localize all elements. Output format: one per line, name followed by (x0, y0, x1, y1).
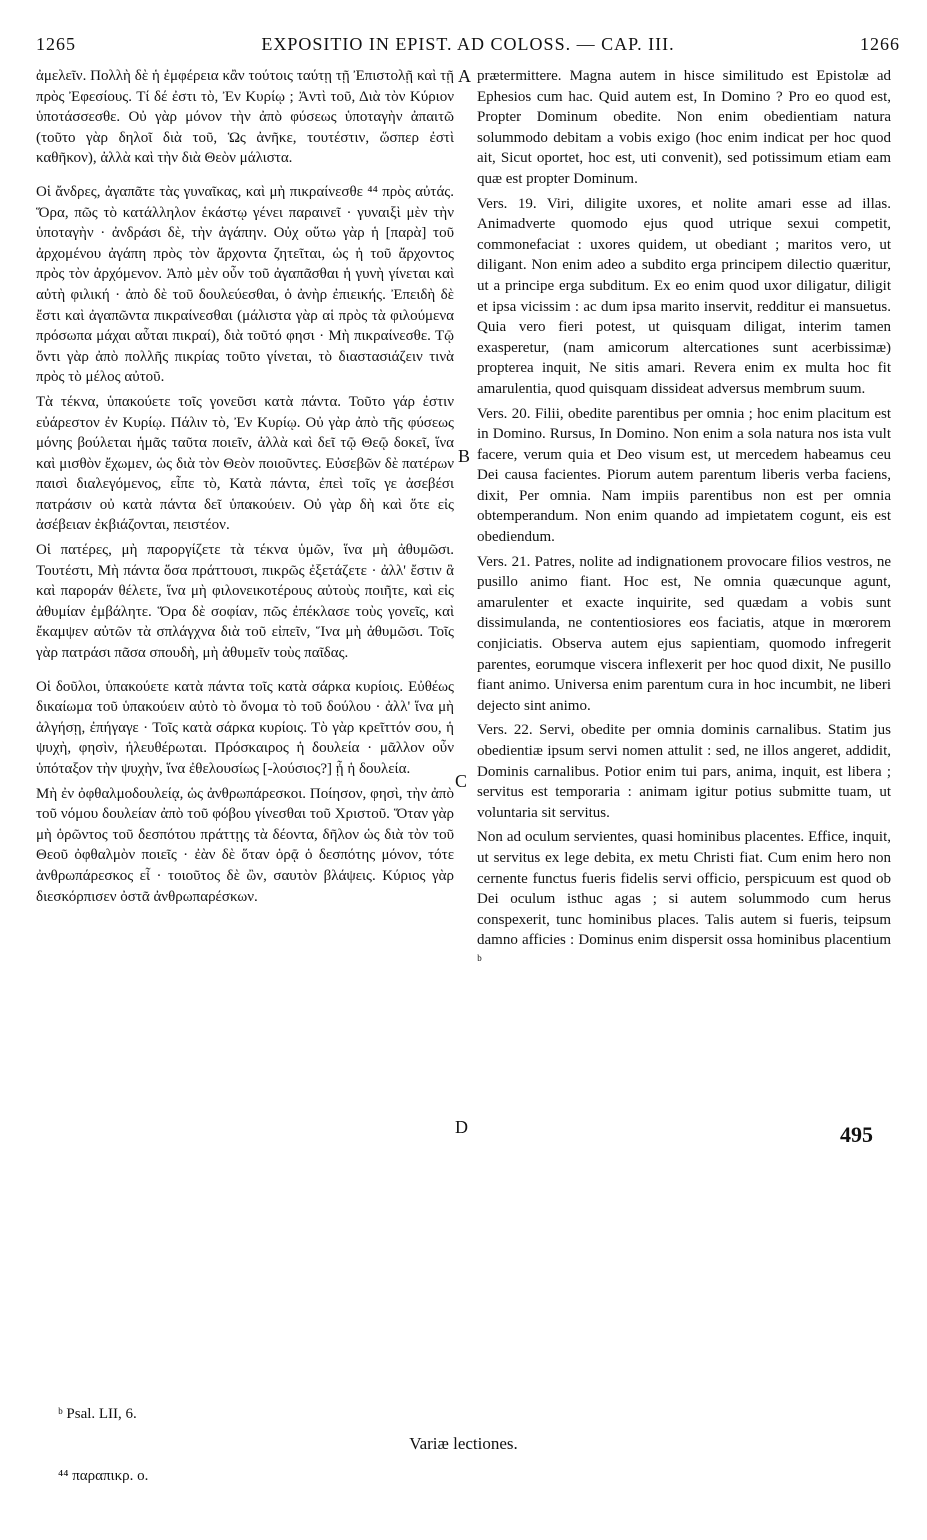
margin-letter-a: A (458, 66, 471, 86)
variant-reading: ⁴⁴ παραπικρ. ο. (58, 1468, 149, 1484)
margin-letter-c: C (455, 771, 468, 791)
greek-paragraph-4: Οἱ πατέρες, μὴ παροργίζετε τὰ τέκνα ὑμῶν, ἵνα μὴ ἀθυμῶσι. Τουτέστι, Μὴ πάντα ὅσα πράττουσι, πικρῶς ἐξετάζετε · ἀλλ' ἔστιν ἃ καὶ παροράν θέλετε, ἵνα μὴ φιλονεικοτέρους αὐτοὺς ποιῆτε, καὶ εἰς ἀθυμίαν ἐμβάλητε. Ὅρα δὲ σοφίαν, πῶς ἐπέκλασε τοὺς γονεῖς, καὶ ἔκαμψεν αὐτῶν τὰ σπλάγχνα διὰ τοῦ εἰπεῖν, Ἵνα μὴ ἀθυμῶσι. Τοῖς γὰρ πατράσι πᾶσα σπουδὴ, μὴ ἀθυμεῖν τοὺς παῖδας. (36, 542, 454, 662)
greek-paragraph-5: Οἱ δοῦλοι, ὑπακούετε κατὰ πάντα τοῖς κατὰ σάρκα κυρίοις. Εὐθέως δικαίωμα τοῦ ὑπακούειν αὐτὸ τὸ ὄνομα τὸ τοῦ δούλου · ἀλλ' ἵνα μὴ ἀλγήσῃ, ἐπήγαγε · Τοῖς κατὰ σάρκα κυρίοις. Τὸ γὰρ κρεῖττόν σου, ἡ ψυχὴ, φησὶν, ἠλευθέρωται. Πρόσκαιρος ἡ δουλεία · μᾶλλον οὖν ὑπόταξον τὴν ψυχὴν, ἵνα ἐθελουσίως [-λούσιος?] ᾖ ἡ δουλεία. (36, 678, 454, 777)
latin-paragraph-4: Vers. 21. Patres, nolite ad indignationem provocare filios vestros, ne pusillo animo fiant. Hoc est, Ne omnia quæcunque agunt, amarulenter et exacte inquirite, sed quædam a vobis sunt dissimulanda, ne contentiosiores eos faciatis, atque in mœrorem conjiciatis. Observa autem ejus sapientiam, quomodo infregerit parentes, eorumque viscera inflexerit per hoc quod dixit, Ne pusillo fiant animo. Universa enim parentum cura in hoc incumbit, ne liberi dejecto sint animo. (477, 553, 891, 714)
footnote-reference: ᵇ Psal. LII, 6. (58, 1406, 137, 1422)
page-number-left: 1265 (36, 34, 76, 54)
latin-paragraph-1: prætermittere. Magna autem in hisce similitudo est Epistolæ ad Ephesios cum hac. Quid autem est, In Domino ? Pro eo quod est, Propter Dominum obedite. Non enim obedientiam natura solummodo debitam a vobis exigo (hoc enim indicat per hoc quod ait, Sicut oportet, hoc est, uti convenit), sed potissimum etiam eam quæ est propter Dominum. (477, 68, 891, 187)
latin-paragraph-5: Vers. 22. Servi, obedite per omnia dominis carnalibus. Statim jus obedientiæ ipsum servi nomen attulit : sed, ne illos angeret, addidit, Dominis carnalibus. Potior enim tui pars, anima, inquit, est libera ; servitus est temporaria : animam igitur potius submitte tuam, ut voluntaria sit servitus. (477, 722, 891, 821)
latin-paragraph-3: Vers. 20. Filii, obedite parentibus per omnia ; hoc enim placitum est in Domino. Rursus, In Domino. Non enim a sola natura nos ista vult facere, verum quia et Deo visum est, ut mercedem habeamus ceu Dei causa facientes. Piorum autem parentum liberis verba faciens, dixit, Per omnia. Nam impiis parentibus non est per omnia obtemperandum. Non enim quando ad impietatem cogunt, eis est obediendum. (477, 405, 891, 546)
latin-paragraph-2: Vers. 19. Viri, diligite uxores, et nolite amari esse ad illas. Animadverte quomodo ejus quod utrique sexui competit, commonefaciat : uxores quidem, ut obediant ; maritos vero, ut diligant. Non enim adeo a subdito erga principem dilectio quæritur, ut a principe erga subditum. Ex eo enim quod uxor diligatur, diligit et ipsa vicissim : ac dum ipsa marito inservit, redditur ei mansuetus. Quia vero fieri potest, ut quisquam diligat, interim tamen exasperetur, (nam amicorum altercationes sunt acerbissimæ) propterea inquit, Ne sitis amari. Revera enim ex multa hoc fit amarulentia, quod quisquam dissideat adversus membrum suum. (477, 195, 891, 397)
page-number-right: 1266 (860, 34, 900, 54)
margin-letter-d: D (455, 1117, 468, 1137)
latin-paragraph-6: Non ad oculum servientes, quasi hominibus placentes. Effice, inquit, ut servitus ex lege debita, ex metu Christi fiat. Cum enim hero non cernente functus fueris fidelis servi officio, perspicuum est quod ob Dei oculum isthuc agas ; si autem solummodo cum herus conspexerit, tunc hominibus places. Talis autem si fueris, teipsum damno afficies : Dominus enim dispersit ossa hominibus placentium ᵇ (477, 829, 891, 969)
marginal-number: 495 (840, 1122, 873, 1147)
running-title: EXPOSITIO IN EPIST. AD COLOSS. — CAP. III. (261, 34, 675, 54)
running-header (36, 34, 900, 60)
greek-paragraph-3: Τὰ τέκνα, ὑπακούετε τοῖς γονεῦσι κατὰ πάντα. Τοῦτο γάρ ἐστιν εὐάρεστον ἐν Κυρίῳ. Πάλιν τὸ, Ἐν Κυρίῳ. Οὐ γὰρ ἀπὸ τῆς φύσεως μόνης βούλεται ἡμᾶς ταῦτα ποιεῖν, ἀλλὰ καὶ δεῖ τῷ Θεῷ δοκεῖ, ἵνα καὶ μισθὸν ἔχωμεν, ὡς διὰ τὸν Θεὸν ποιοῦντες. Εὐσεβῶν δὲ πατέρων παισὶ διαλεγόμενος, εἶπε τὸ, Κατὰ πάντα, ἐπεὶ τοῖς γε ἀσεβέσι πατράσιν οὐ κατὰ πάντα δεῖ ὑπακούειν. Οὐ γὰρ δὴ καὶ ὅτε εἰς ἀσέβειαν ἐκβιάζονται, πειστέον. (36, 393, 454, 534)
greek-paragraph-6: Μὴ ἐν ὀφθαλμοδουλείᾳ, ὡς ἀνθρωπάρεσκοι. Ποίησον, φησὶ, τὴν ἀπὸ τοῦ νόμου δουλείαν ἀπὸ τοῦ φόβου γίνεσθαι τοῦ Χριστοῦ. Ὅταν γὰρ μὴ ὁρῶντος τοῦ δεσπότου πράττῃς τὰ δέοντα, δῆλον ὡς διὰ τὸν τοῦ Θεοῦ ὀφθαλμὸν ποιεῖς · ἐὰν δὲ ὅταν ὁρᾷ ὁ δεσπότης μόνον, τότε ἀνθρωπάρεσκος εἶ · τοιοῦτος δὲ ὢν, σαυτὸν βλάψεις. Κύριος γὰρ διεσκόρπισεν ὀστᾶ ἀνθρωπαρέσκων. (36, 785, 454, 905)
greek-paragraph-2: Οἱ ἄνδρες, ἀγαπᾶτε τὰς γυναῖκας, καὶ μὴ πικραίνεσθε ⁴⁴ πρὸς αὐτάς. Ὅρα, πῶς τὸ κατάλληλον ἑκάστῳ γένει παραινεῖ · γυναιξὶ μὲν τὴν ὑποταγὴν · ἀνδράσι δὲ, τὴν ἀγάπην. Οὐχ οὕτω γὰρ ἡ [παρὰ] τοῦ ἀρχομένου ἀγάπη πρὸς τὸν ἄρχοντα ζητεῖται, ὡς ἡ τοῦ ἄρχοντος πρὸς τὸν ἀρχόμενον. Ἀπὸ μὲν οὖν τοῦ ἀγαπᾶσθαι ἡ γυνὴ γίνεται καὶ αὐτὴ φιλική · ἀπὸ δὲ τοῦ δουλεύεσθαι, ὁ ἀνὴρ ἐπιεικής. Ἐπειδὴ δὲ ἔστι καὶ ἀγαπῶντα πικραίνεσθαι (μάλιστα γὰρ αἱ πρὸς τὰ φιλούμενα πρόσωπα μάχαι αὗται πικραί), διὰ τοῦτό φησι · Μὴ πικραίνεσθε. Τῷ ὄντι γὰρ ἀπὸ πολλῆς πικρίας τοῦτο γίνεται, τὸ διαστασιάζειν τινὰ πρὸς τὸ μέλος αὐτοῦ. (36, 183, 454, 386)
greek-column (36, 66, 454, 907)
latin-column (477, 66, 891, 972)
variae-lectiones-heading: Variæ lectiones. (409, 1434, 518, 1453)
greek-paragraph-1: ἀμελεῖν. Πολλὴ δὲ ἡ ἐμφέρεια κἂν τούτοις ταύτῃ τῇ Ἐπιστολῇ καὶ τῇ πρὸς Ἐφεσίους. Τί δέ ἐστι τὸ, Ἐν Κυρίῳ ; Ἀντὶ τοῦ, Διὰ τὸν Κύριον ὑποτάσσεσθε. Οὐ γὰρ μόνον τὴν ἀπὸ φύσεως ὑποταγὴν ἀπαιτῶ (τοῦτο γὰρ δηλοῖ διὰ τοῦ, Ὡς ἀνῆκε, τουτέστιν, ὥσπερ ἐστὶ καθῆκον), ἀλλὰ καὶ τὴν διὰ Θεὸν μάλιστα. (36, 68, 454, 167)
margin-letter-b: B (458, 446, 471, 466)
